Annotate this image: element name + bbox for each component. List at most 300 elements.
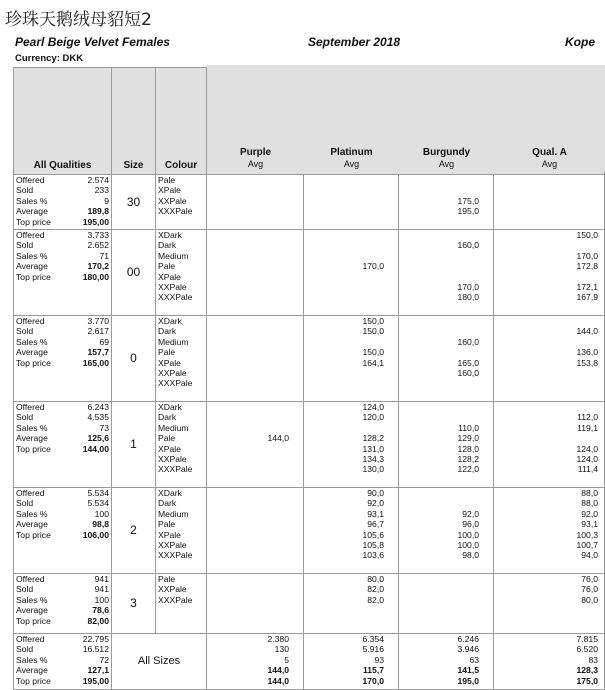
total-value: 83 <box>588 654 598 665</box>
size-cell: 1 <box>112 402 156 488</box>
stat-value: 4.535 <box>87 412 109 423</box>
price-value <box>304 251 384 261</box>
price-value: 128,2 <box>362 433 384 444</box>
price-value: 124,0 <box>576 443 598 454</box>
total-value: 115,7 <box>362 665 384 676</box>
price-value: 180,0 <box>457 292 479 303</box>
price-value <box>494 272 598 282</box>
price-value <box>399 175 479 185</box>
report-date: September 2018 <box>308 35 401 49</box>
stat-label: Sales % <box>16 195 48 206</box>
price-value <box>304 206 384 216</box>
price-value <box>304 378 384 388</box>
stat-value: 9 <box>104 195 109 206</box>
stat-label: Top price <box>16 529 51 540</box>
colour-label: XXPale <box>158 584 187 595</box>
colour-label: Medium <box>158 508 189 519</box>
colour-label: Pale <box>158 175 176 185</box>
total-value: 6.354 <box>362 634 384 644</box>
price-value <box>399 230 479 240</box>
all-sizes-label: All Sizes <box>112 634 207 690</box>
stat-value: 71 <box>99 250 109 261</box>
price-value: 93,1 <box>581 519 598 530</box>
stat-value: 189,8 <box>87 206 109 217</box>
stat-label: Average <box>16 433 48 444</box>
price-value <box>207 540 289 550</box>
total-grade-cell <box>494 634 605 690</box>
header-size: Size <box>112 68 156 175</box>
price-value <box>304 282 384 292</box>
colour-label: Pale <box>158 347 176 358</box>
grade-header-burgundy: Burgundy Avg <box>399 65 494 172</box>
header-all-qualities: All Qualities <box>14 68 112 175</box>
price-value <box>304 185 384 195</box>
price-value <box>207 185 289 195</box>
price-value <box>207 423 289 433</box>
price-value: 150,0 <box>362 316 384 326</box>
colour-label: Dark <box>158 412 177 423</box>
caption: 珍珠天鹅绒母貂短2 <box>5 10 152 30</box>
price-value <box>494 175 598 185</box>
stat-value: 157,7 <box>87 347 109 358</box>
price-value: 129,0 <box>457 433 479 444</box>
stat-label: Sales % <box>16 422 48 433</box>
price-value <box>207 454 289 464</box>
stat-label: Sales % <box>16 654 48 665</box>
stat-value: 3.733 <box>87 230 109 240</box>
table-header-row <box>14 68 605 175</box>
total-value: 130 <box>274 644 289 655</box>
colour-label: XPale <box>158 443 181 454</box>
grade-cell <box>494 402 605 488</box>
colour-label: Dark <box>158 240 177 251</box>
price-value: 88,0 <box>581 488 598 498</box>
price-value <box>207 206 289 216</box>
price-value <box>207 347 289 357</box>
total-value: 3.946 <box>457 644 479 655</box>
stats-cell <box>14 634 112 690</box>
price-value: 144,0 <box>267 433 289 444</box>
grade-cell <box>304 402 399 488</box>
stats-cell <box>14 175 112 230</box>
stat-label: Top price <box>16 216 51 227</box>
price-value <box>207 498 289 508</box>
price-value: 98,0 <box>462 550 479 561</box>
price-value <box>494 337 598 347</box>
stat-value: 233 <box>94 185 109 196</box>
price-value <box>399 347 479 357</box>
price-value: 94,0 <box>581 550 598 561</box>
total-value: 5 <box>284 654 289 665</box>
stat-value: 144,00 <box>82 443 109 454</box>
price-value <box>207 230 289 240</box>
colour-label: Pale <box>158 519 176 530</box>
stat-value: 73 <box>99 422 109 433</box>
colour-label: XDark <box>158 402 182 412</box>
stat-label: Average <box>16 347 48 358</box>
stat-label: Top price <box>16 443 51 454</box>
grade-cell <box>207 402 304 488</box>
table-row <box>14 574 605 634</box>
price-value <box>399 316 479 326</box>
total-value: 141,5 <box>457 665 479 676</box>
price-value: 93,1 <box>367 508 384 519</box>
size-cell: 30 <box>112 175 156 230</box>
price-value <box>399 251 479 261</box>
stat-label: Offered <box>16 488 45 498</box>
price-value: 110,0 <box>458 422 479 433</box>
price-value: 111,4 <box>577 464 598 475</box>
price-value <box>207 196 289 206</box>
price-value: 164,1 <box>362 357 384 368</box>
stats-cell <box>14 402 112 488</box>
grade-cell <box>304 574 399 634</box>
grade-cell <box>207 316 304 402</box>
stat-value: 165,00 <box>82 357 109 368</box>
price-value: 175,0 <box>457 195 479 206</box>
price-value: 150,0 <box>362 347 384 358</box>
stat-value: 16.512 <box>82 644 109 655</box>
stats-cell <box>14 230 112 316</box>
price-value <box>207 282 289 292</box>
price-value <box>399 402 479 412</box>
stat-value: 125,6 <box>87 433 109 444</box>
stat-label: Offered <box>16 574 45 584</box>
colour-label: Medium <box>158 422 189 433</box>
price-value: 130,0 <box>362 464 384 475</box>
colour-label: XDark <box>158 316 182 326</box>
colour-label: Medium <box>158 336 189 347</box>
colour-label: Medium <box>158 250 189 261</box>
stat-label: Top price <box>16 615 51 626</box>
grade-cell <box>494 175 605 230</box>
price-value <box>399 326 479 336</box>
total-value: 6.520 <box>576 644 598 655</box>
grade-cell <box>399 574 494 634</box>
stat-value: 3.770 <box>87 316 109 326</box>
colour-label: XPale <box>158 271 181 282</box>
price-value <box>399 488 479 498</box>
price-value <box>494 240 598 250</box>
stats-cell <box>14 574 112 634</box>
stat-value: 98,8 <box>92 519 109 530</box>
grade-cell <box>207 488 304 574</box>
price-value <box>399 378 479 388</box>
price-value: 136,0 <box>576 347 598 358</box>
price-value: 165,0 <box>457 357 479 368</box>
grade-header-group <box>207 68 605 175</box>
price-value: 150,0 <box>362 326 384 337</box>
price-value: 153,8 <box>576 357 598 368</box>
price-value: 76,0 <box>581 584 598 595</box>
colour-label: XPale <box>158 185 181 196</box>
stat-value: 941 <box>94 584 109 595</box>
price-value: 172,1 <box>576 281 598 292</box>
stat-value: 2.574 <box>87 175 109 185</box>
stats-cell <box>14 488 112 574</box>
report-city: Kope <box>565 35 595 49</box>
colour-label: XXPale <box>158 195 187 206</box>
price-value <box>207 261 289 271</box>
price-value: 131,0 <box>362 443 384 454</box>
stat-value: 78,6 <box>92 605 109 616</box>
grade-cell <box>304 316 399 402</box>
stat-label: Top price <box>16 675 51 686</box>
colour-label: XDark <box>158 230 182 240</box>
total-value: 6.246 <box>457 634 479 644</box>
total-value: 170,0 <box>362 675 384 686</box>
price-value: 92,0 <box>581 508 598 519</box>
colour-label: Pale <box>158 574 176 584</box>
price-value: 122,0 <box>457 464 479 475</box>
price-value <box>207 444 289 454</box>
colour-label: XXXPale <box>158 206 193 217</box>
price-value: 96,0 <box>462 519 479 530</box>
stat-label: Sales % <box>16 336 48 347</box>
price-value: 172,8 <box>576 261 598 272</box>
price-value: 100,0 <box>457 529 479 540</box>
colour-cell <box>156 574 207 634</box>
stat-label: Sold <box>16 326 34 337</box>
price-value <box>207 519 289 529</box>
price-value <box>207 337 289 347</box>
colour-cell <box>156 316 207 402</box>
colour-label: Pale <box>158 261 176 272</box>
price-value <box>207 595 289 605</box>
price-value <box>399 412 479 422</box>
stat-value: 72 <box>99 654 109 665</box>
price-value: 170,0 <box>457 281 479 292</box>
price-value: 80,0 <box>581 594 598 605</box>
total-row <box>14 634 605 690</box>
colour-label: XDark <box>158 488 182 498</box>
price-value: 134,3 <box>362 453 384 464</box>
price-value <box>494 196 598 206</box>
stat-value: 5.534 <box>87 498 109 509</box>
total-value: 2.380 <box>267 634 289 644</box>
stat-value: 106,00 <box>82 529 109 540</box>
price-value <box>399 584 479 594</box>
stat-value: 127,1 <box>87 665 109 676</box>
price-value <box>207 550 289 560</box>
stat-value: 2.617 <box>87 326 109 337</box>
grade-cell <box>207 175 304 230</box>
stat-label: Sales % <box>16 594 48 605</box>
grade-cell <box>399 316 494 402</box>
price-value <box>207 464 289 474</box>
stats-cell <box>14 316 112 402</box>
price-value <box>207 272 289 282</box>
grade-cell <box>399 230 494 316</box>
price-value <box>207 316 289 326</box>
stat-label: Offered <box>16 634 45 644</box>
stat-label: Average <box>16 261 48 272</box>
stat-value: 941 <box>94 574 109 584</box>
price-value: 112,0 <box>577 412 598 423</box>
grade-cell <box>304 230 399 316</box>
total-value: 7.815 <box>576 634 598 644</box>
colour-cell <box>156 402 207 488</box>
stat-label: Sales % <box>16 508 48 519</box>
price-value: 90,0 <box>367 488 384 498</box>
total-value: 128,3 <box>576 665 598 676</box>
colour-label: Dark <box>158 498 177 509</box>
results-table <box>13 67 605 690</box>
colour-label: XPale <box>158 357 181 368</box>
colour-label: XXXPale <box>158 594 193 605</box>
table-row <box>14 316 605 402</box>
stat-value: 2.652 <box>87 240 109 251</box>
price-value <box>304 423 384 433</box>
price-value <box>207 292 289 302</box>
price-value <box>304 240 384 250</box>
price-value: 170,0 <box>362 261 384 272</box>
total-value: 144,0 <box>267 675 289 686</box>
price-value <box>207 378 289 388</box>
stat-label: Average <box>16 206 48 217</box>
table-row <box>14 175 605 230</box>
price-value <box>207 412 289 422</box>
price-value: 82,0 <box>367 584 384 595</box>
table-row <box>14 402 605 488</box>
table-row <box>14 230 605 316</box>
price-value: 119,1 <box>577 422 598 433</box>
stat-label: Top price <box>16 357 51 368</box>
grade-cell <box>494 574 605 634</box>
price-value <box>304 292 384 302</box>
currency-label: Currency: DKK <box>15 53 84 64</box>
colour-label: Dark <box>158 326 177 337</box>
stat-label: Sold <box>16 644 34 655</box>
price-value <box>304 368 384 378</box>
price-value: 100,0 <box>457 539 479 550</box>
colour-label: XXXPale <box>158 464 193 475</box>
price-value: 195,0 <box>457 206 479 217</box>
price-value <box>304 337 384 347</box>
price-value: 92,0 <box>462 508 479 519</box>
size-cell: 0 <box>112 316 156 402</box>
stat-label: Average <box>16 605 48 616</box>
price-value: 160,0 <box>457 336 479 347</box>
colour-label: XXPale <box>158 367 187 378</box>
price-value <box>304 175 384 185</box>
total-grade-cell <box>207 634 304 690</box>
price-value <box>207 358 289 368</box>
report-title: Pearl Beige Velvet Females <box>15 35 170 49</box>
price-value: 160,0 <box>457 240 479 251</box>
stat-value: 100 <box>94 594 109 605</box>
colour-label: XXXPale <box>158 378 193 389</box>
stat-label: Offered <box>16 230 45 240</box>
grade-cell <box>494 230 605 316</box>
stat-label: Sold <box>16 498 34 509</box>
total-grade-cell <box>304 634 399 690</box>
colour-label: XXPale <box>158 539 187 550</box>
price-value <box>207 488 289 498</box>
stat-label: Sold <box>16 240 34 251</box>
grade-cell <box>399 175 494 230</box>
price-value: 82,0 <box>367 594 384 605</box>
price-value <box>399 574 479 584</box>
price-value <box>207 402 289 412</box>
price-value: 167,9 <box>576 292 598 303</box>
stat-value: 82,00 <box>87 615 109 626</box>
price-value <box>399 261 479 271</box>
grade-cell <box>207 230 304 316</box>
grade-cell <box>304 488 399 574</box>
grade-header-qual-a: Qual. A Avg <box>494 65 605 172</box>
price-value <box>494 433 598 443</box>
price-value <box>207 326 289 336</box>
auction-report-page <box>13 31 598 686</box>
price-value <box>399 185 479 195</box>
price-value <box>304 230 384 240</box>
price-value <box>207 368 289 378</box>
colour-label: Pale <box>158 433 176 444</box>
price-value <box>494 368 598 378</box>
price-value <box>399 595 479 605</box>
price-value <box>494 316 598 326</box>
price-value <box>494 402 598 412</box>
price-value <box>207 240 289 250</box>
grade-cell <box>207 574 304 634</box>
colour-cell <box>156 488 207 574</box>
price-value: 128,0 <box>457 443 479 454</box>
grade-cell <box>399 402 494 488</box>
price-value: 100,7 <box>576 539 598 550</box>
stat-label: Average <box>16 519 48 530</box>
price-value: 124,0 <box>576 453 598 464</box>
price-value: 76,0 <box>581 574 598 584</box>
price-value: 144,0 <box>576 326 598 337</box>
grade-cell <box>494 316 605 402</box>
stat-label: Offered <box>16 316 45 326</box>
colour-cell <box>156 230 207 316</box>
colour-label: XPale <box>158 529 181 540</box>
total-value: 93 <box>374 654 384 665</box>
price-value: 170,0 <box>576 250 598 261</box>
price-value <box>207 509 289 519</box>
price-value <box>207 251 289 261</box>
stat-value: 100 <box>94 508 109 519</box>
stat-label: Offered <box>16 402 45 412</box>
stat-label: Offered <box>16 175 45 185</box>
colour-label: XXXPale <box>158 292 193 303</box>
grade-cell <box>494 488 605 574</box>
price-value <box>304 272 384 282</box>
grade-header-purple: Purple Avg <box>207 65 304 172</box>
stat-label: Sales % <box>16 250 48 261</box>
price-value: 88,0 <box>581 498 598 509</box>
total-value: 195,0 <box>457 675 479 686</box>
stat-label: Average <box>16 665 48 676</box>
colour-label: XXPale <box>158 281 187 292</box>
total-grade-cell <box>399 634 494 690</box>
stat-value: 22.795 <box>82 634 109 644</box>
price-value: 160,0 <box>457 367 479 378</box>
total-value: 144,0 <box>267 665 289 676</box>
stat-value: 6.243 <box>87 402 109 412</box>
stat-value: 195,00 <box>82 216 109 227</box>
colour-label: XXXPale <box>158 550 193 561</box>
colour-label: XXPale <box>158 453 187 464</box>
header-colour: Colour <box>156 68 207 175</box>
grade-cell <box>304 175 399 230</box>
stat-value: 5.534 <box>87 488 109 498</box>
price-value: 105,6 <box>362 529 384 540</box>
stat-label: Sold <box>16 412 34 423</box>
grade-header-platinum: Platinum Avg <box>304 65 399 172</box>
